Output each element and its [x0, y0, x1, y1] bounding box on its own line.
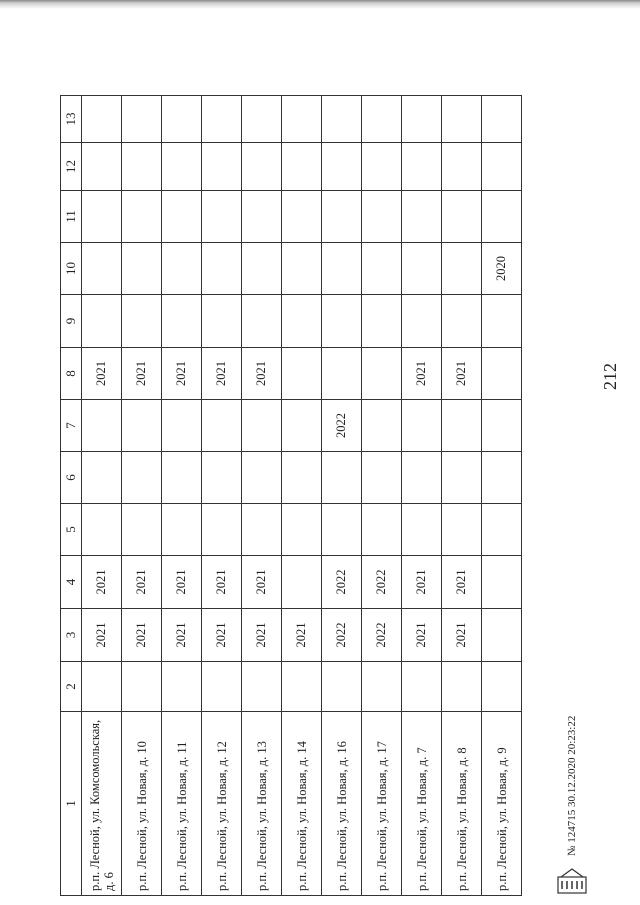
year-cell — [242, 400, 282, 452]
year-cell — [202, 452, 242, 504]
document-number: № 124715 30.12.2020 20:23:22 — [566, 715, 578, 856]
year-cell — [322, 143, 362, 191]
year-cell — [442, 452, 482, 504]
year-cell — [282, 143, 322, 191]
address-cell: р.п. Лесной, ул. Новая, д. 14 — [282, 712, 322, 896]
table-row — [282, 96, 322, 896]
year-cell: 2021 — [242, 609, 282, 662]
address-cell: р.п. Лесной, ул. Новая, д. 11 — [162, 712, 202, 896]
year-cell: 2021 — [82, 348, 122, 400]
year-cell — [322, 243, 362, 295]
column-header: 1 — [61, 712, 82, 896]
column-header: 6 — [61, 452, 82, 504]
year-cell — [402, 96, 442, 143]
year-cell — [122, 96, 162, 143]
table-row — [162, 96, 202, 896]
year-cell — [242, 191, 282, 243]
registry-stamp-icon — [557, 867, 587, 895]
column-header: 3 — [61, 609, 82, 662]
year-cell: 2022 — [322, 609, 362, 662]
year-cell — [162, 295, 202, 348]
year-cell — [402, 191, 442, 243]
year-cell: 2022 — [322, 400, 362, 452]
year-cell — [442, 504, 482, 556]
year-cell — [362, 143, 402, 191]
year-cell — [122, 243, 162, 295]
year-cell — [82, 191, 122, 243]
table-row — [122, 96, 162, 896]
year-cell — [202, 96, 242, 143]
year-cell — [442, 96, 482, 143]
year-cell — [442, 243, 482, 295]
year-cell — [82, 504, 122, 556]
year-cell: 2021 — [162, 556, 202, 609]
scan-edge — [0, 0, 640, 10]
year-cell — [362, 662, 402, 712]
year-cell — [362, 96, 402, 143]
year-cell — [242, 452, 282, 504]
year-cell: 2021 — [202, 609, 242, 662]
year-cell — [162, 504, 202, 556]
year-cell — [402, 452, 442, 504]
schedule-table — [60, 95, 522, 896]
year-cell — [322, 348, 362, 400]
year-cell — [322, 452, 362, 504]
year-cell: 2021 — [122, 348, 162, 400]
year-cell — [482, 348, 522, 400]
year-cell: 2021 — [162, 348, 202, 400]
address-cell: р.п. Лесной, ул. Новая, д. 10 — [122, 712, 162, 896]
year-cell — [242, 295, 282, 348]
year-cell — [282, 191, 322, 243]
column-header: 9 — [61, 295, 82, 348]
year-cell — [362, 504, 402, 556]
column-header: 13 — [61, 96, 82, 143]
address-cell: р.п. Лесной, ул. Новая, д. 17 — [362, 712, 402, 896]
year-cell — [242, 96, 282, 143]
year-cell: 2021 — [202, 348, 242, 400]
year-cell — [282, 556, 322, 609]
table-header-row — [61, 96, 82, 896]
column-header: 11 — [61, 191, 82, 243]
year-cell: 2021 — [122, 609, 162, 662]
address-cell: р.п. Лесной, ул. Новая, д. 9 — [482, 712, 522, 896]
year-cell — [482, 609, 522, 662]
year-cell: 2021 — [402, 348, 442, 400]
year-cell — [482, 191, 522, 243]
year-cell — [162, 143, 202, 191]
year-cell — [282, 452, 322, 504]
table-row — [402, 96, 442, 896]
year-cell — [362, 295, 402, 348]
year-cell — [82, 295, 122, 348]
year-cell — [442, 191, 482, 243]
year-cell — [202, 295, 242, 348]
year-cell — [282, 662, 322, 712]
year-cell — [282, 348, 322, 400]
year-cell — [202, 504, 242, 556]
year-cell — [162, 452, 202, 504]
year-cell — [122, 504, 162, 556]
year-cell — [242, 662, 282, 712]
year-cell — [362, 243, 402, 295]
year-cell — [442, 662, 482, 712]
year-cell — [322, 191, 362, 243]
year-cell — [402, 662, 442, 712]
year-cell — [122, 662, 162, 712]
year-cell — [122, 191, 162, 243]
year-cell: 2021 — [202, 556, 242, 609]
table-row — [202, 96, 242, 896]
year-cell — [82, 452, 122, 504]
table-row — [322, 96, 362, 896]
year-cell — [482, 295, 522, 348]
year-cell — [82, 96, 122, 143]
year-cell — [162, 243, 202, 295]
year-cell — [202, 191, 242, 243]
year-cell — [122, 143, 162, 191]
year-cell — [162, 96, 202, 143]
column-header: 10 — [61, 243, 82, 295]
year-cell — [402, 295, 442, 348]
year-cell — [482, 143, 522, 191]
year-cell — [122, 400, 162, 452]
year-cell — [402, 504, 442, 556]
year-cell — [282, 243, 322, 295]
year-cell — [402, 243, 442, 295]
year-cell — [202, 400, 242, 452]
address-cell: р.п. Лесной, ул. Новая, д. 7 — [402, 712, 442, 896]
year-cell — [122, 295, 162, 348]
address-cell: р.п. Лесной, ул. Комсомольская, д. 6 — [82, 712, 122, 896]
year-cell: 2021 — [82, 556, 122, 609]
year-cell — [362, 400, 402, 452]
address-cell: р.п. Лесной, ул. Новая, д. 8 — [442, 712, 482, 896]
year-cell — [442, 295, 482, 348]
year-cell — [282, 295, 322, 348]
table-row — [362, 96, 402, 896]
year-cell: 2021 — [82, 609, 122, 662]
column-header: 5 — [61, 504, 82, 556]
year-cell — [82, 143, 122, 191]
year-cell: 2021 — [402, 609, 442, 662]
year-cell: 2021 — [122, 556, 162, 609]
year-cell — [202, 143, 242, 191]
year-cell — [282, 96, 322, 143]
year-cell: 2022 — [362, 556, 402, 609]
year-cell — [202, 662, 242, 712]
year-cell — [442, 400, 482, 452]
column-header: 2 — [61, 662, 82, 712]
page-number: 212 — [600, 363, 620, 390]
year-cell — [82, 243, 122, 295]
year-cell: 2021 — [162, 609, 202, 662]
year-cell: 2021 — [282, 609, 322, 662]
year-cell — [402, 143, 442, 191]
year-cell: 2021 — [442, 609, 482, 662]
address-cell: р.п. Лесной, ул. Новая, д. 16 — [322, 712, 362, 896]
table-row — [82, 96, 122, 896]
year-cell — [322, 96, 362, 143]
year-cell: 2022 — [362, 609, 402, 662]
column-header: 8 — [61, 348, 82, 400]
year-cell — [322, 504, 362, 556]
year-cell — [162, 400, 202, 452]
year-cell: 2020 — [482, 243, 522, 295]
year-cell: 2021 — [402, 556, 442, 609]
table-row — [242, 96, 282, 896]
year-cell — [402, 400, 442, 452]
address-cell: р.п. Лесной, ул. Новая, д. 12 — [202, 712, 242, 896]
year-cell — [362, 348, 402, 400]
year-cell — [242, 143, 282, 191]
year-cell — [282, 504, 322, 556]
rotated-page — [60, 28, 578, 896]
year-cell — [202, 243, 242, 295]
year-cell: 2021 — [242, 556, 282, 609]
year-cell — [162, 191, 202, 243]
table-row — [482, 96, 522, 896]
year-cell — [82, 662, 122, 712]
year-cell — [482, 556, 522, 609]
year-cell: 2021 — [442, 348, 482, 400]
document-footer — [552, 716, 592, 896]
year-cell — [482, 96, 522, 143]
year-cell — [282, 400, 322, 452]
year-cell: 2022 — [322, 556, 362, 609]
column-header: 12 — [61, 143, 82, 191]
column-header: 4 — [61, 556, 82, 609]
year-cell — [82, 400, 122, 452]
year-cell: 2021 — [442, 556, 482, 609]
year-cell: 2021 — [242, 348, 282, 400]
year-cell — [482, 452, 522, 504]
table-row — [442, 96, 482, 896]
year-cell — [482, 400, 522, 452]
year-cell — [162, 662, 202, 712]
column-header: 7 — [61, 400, 82, 452]
year-cell — [322, 295, 362, 348]
year-cell — [122, 452, 162, 504]
year-cell — [482, 662, 522, 712]
year-cell — [482, 504, 522, 556]
year-cell — [322, 662, 362, 712]
year-cell — [362, 191, 402, 243]
address-cell: р.п. Лесной, ул. Новая, д. 13 — [242, 712, 282, 896]
year-cell — [242, 504, 282, 556]
year-cell — [242, 243, 282, 295]
year-cell — [362, 452, 402, 504]
year-cell — [442, 143, 482, 191]
